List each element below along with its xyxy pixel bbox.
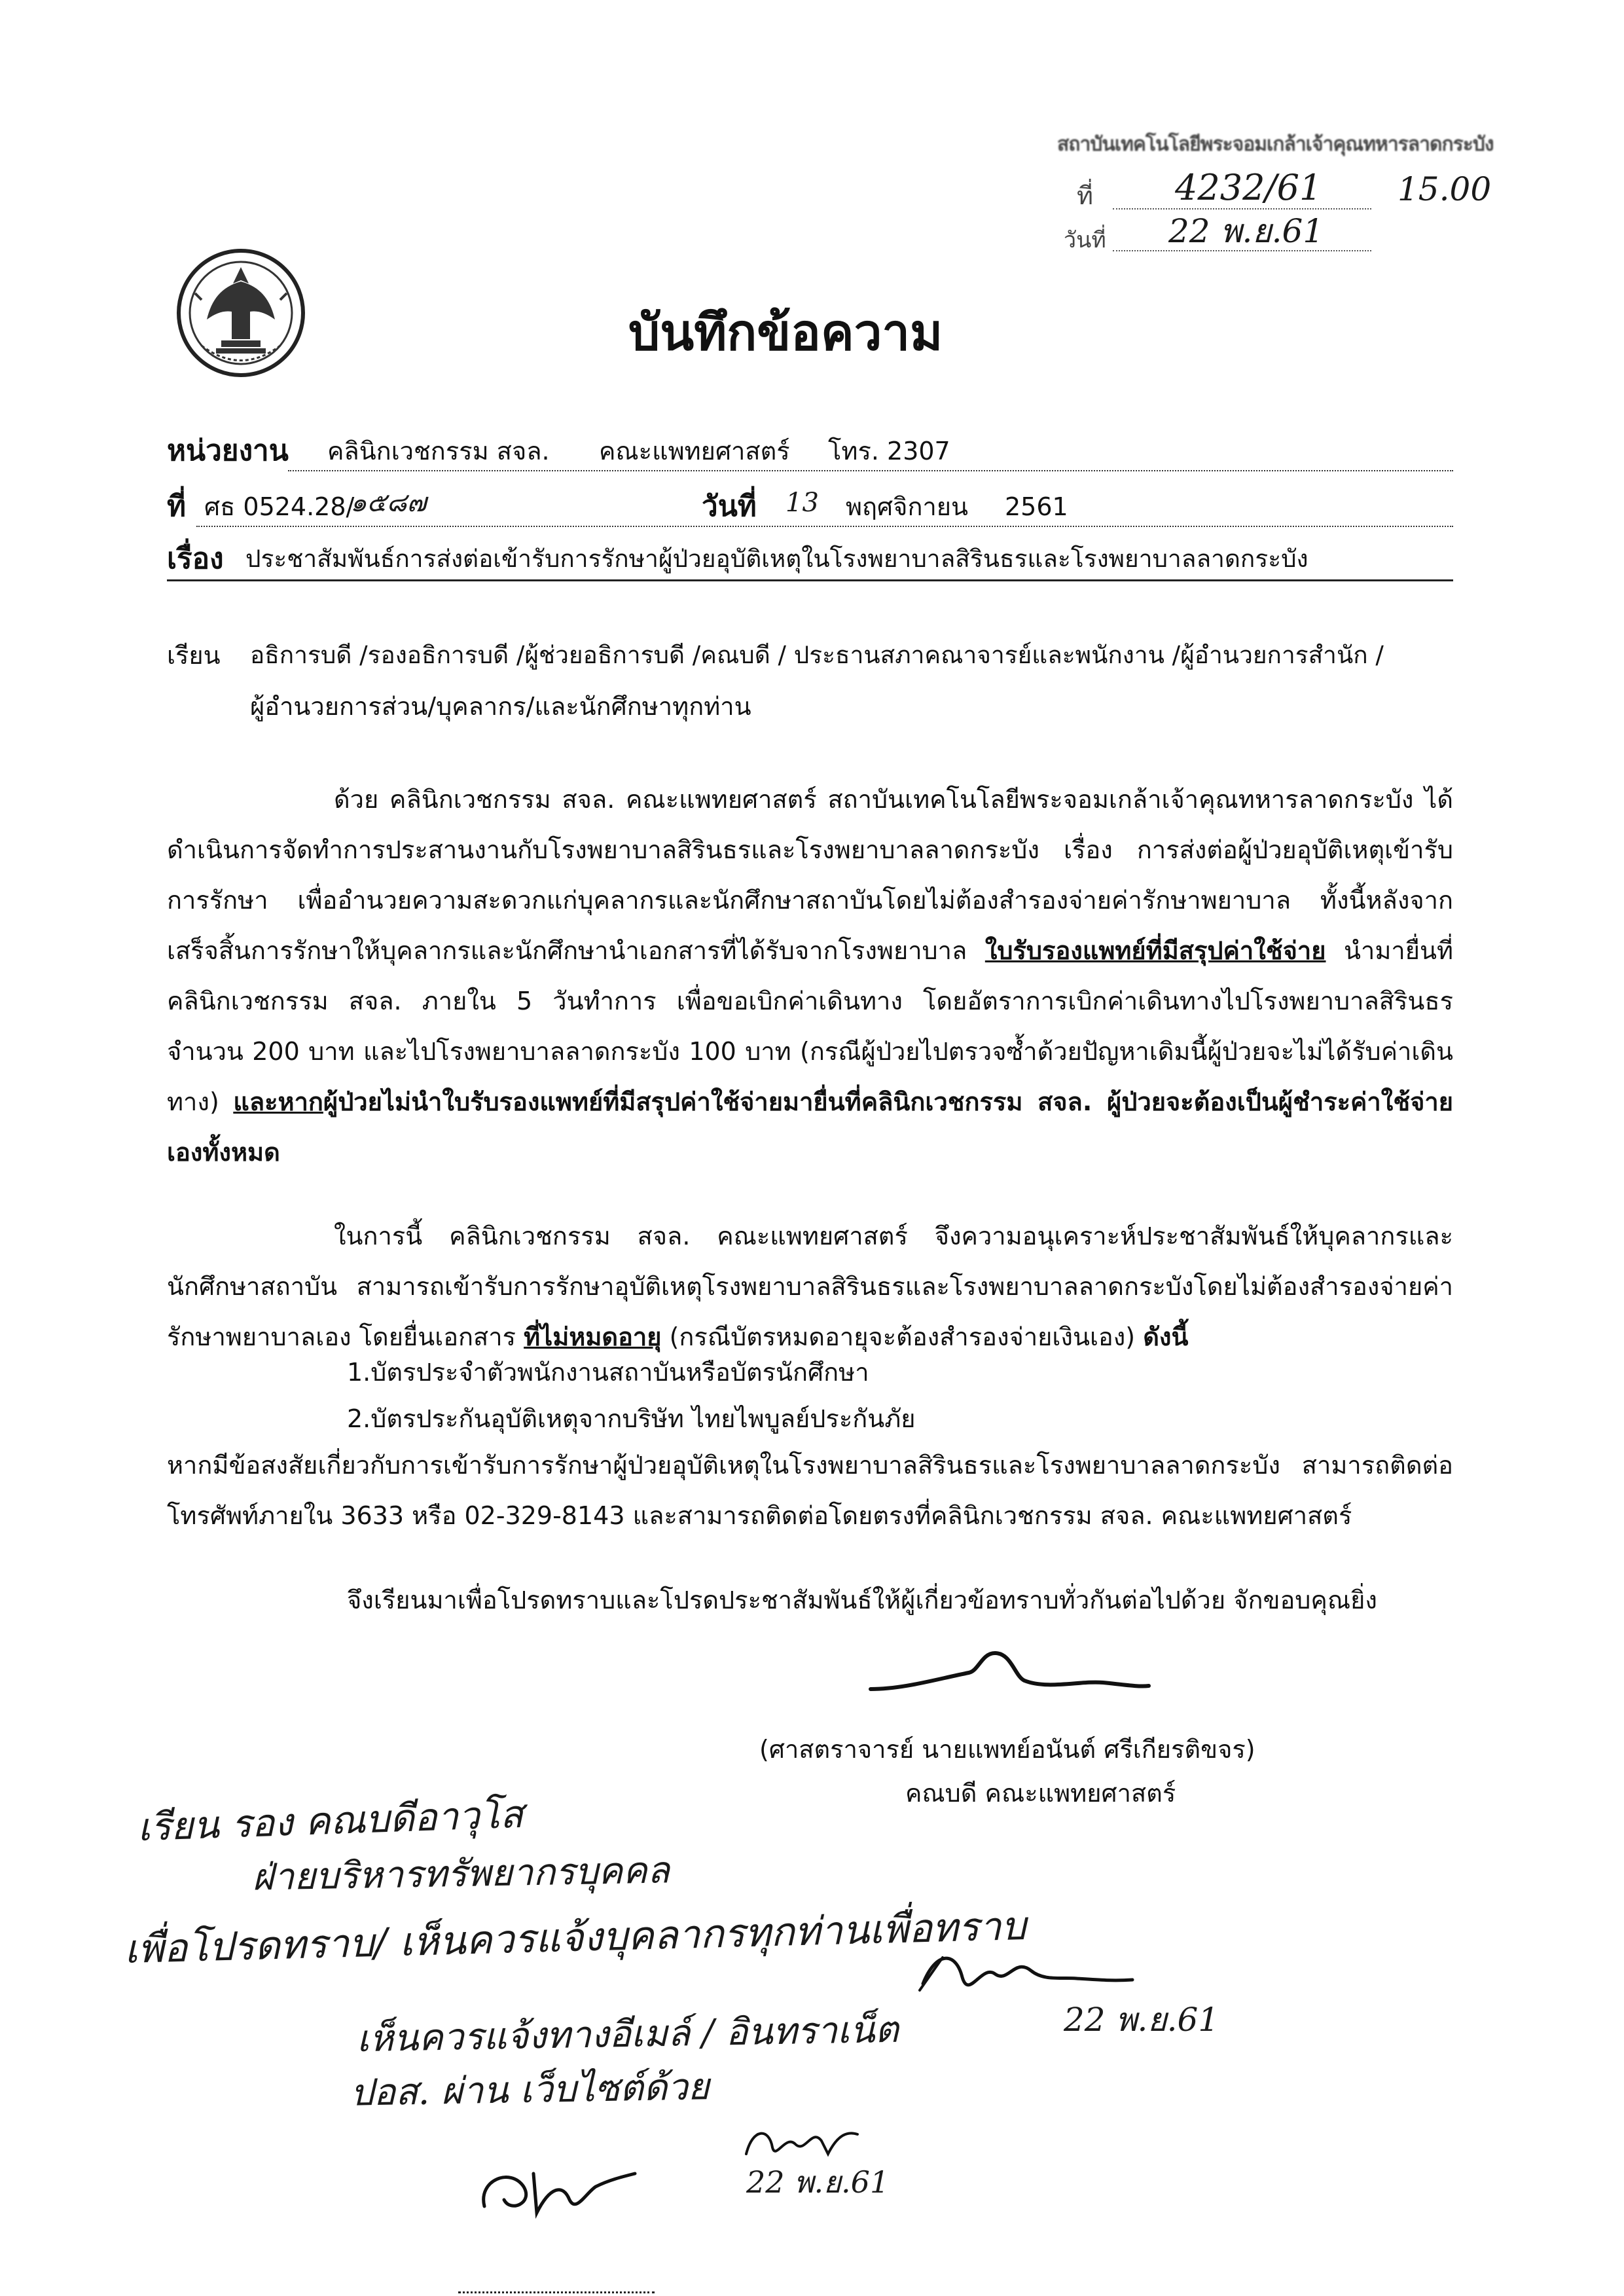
handwritten-line-5: ปอส. ผ่าน เว็บไซต์ด้วย — [350, 2066, 710, 2115]
ref-label: ที่ — [167, 490, 187, 523]
contact-paragraph: หากมีข้อสงสัยเกี่ยวกับการเข้ารับการรักษาผู้ป่วยอุบัติเหตุในโรงพยาบาลสิรินธรและโรงพยาบาลลาดกระบัง สามารถติดต่อ โทรศัพท์ภายใน 3633 หรือ 02-329-8143 และสามารถติดต่อโดยตรงที่คลินิกเวชกรรม สจล. คณะแพทยศาสตร์ — [167, 1451, 1453, 1530]
date-month: พฤศจิกายน — [846, 492, 969, 521]
received-stamp-date-value: 22 พ.ย.61 — [1168, 212, 1324, 250]
to-label: เรียน — [167, 641, 221, 670]
para2-bold-as-follows: ดังนี้ — [1143, 1322, 1189, 1351]
dept-tel: โทร. 2307 — [828, 437, 950, 465]
handwritten-line-4: เห็นควรแจ้งทางอีเมล์ / อินทราเน็ต — [356, 2008, 899, 2061]
handwritten-date-2: 22 พ.ย.61 — [746, 2164, 890, 2200]
received-stamp-date-label: วันที่ — [1064, 227, 1106, 253]
received-stamp-time: 15.00 — [1398, 170, 1492, 208]
signatory-name: (ศาสตราจารย์ นายแพทย์อนันต์ ศรีเกียรติขจร) — [759, 1735, 1255, 1764]
signatory-position: คณบดี คณะแพทยศาสตร์ — [905, 1779, 1176, 1808]
dept-faculty: คณะแพทยศาสตร์ — [599, 437, 790, 465]
cutoff-handwriting — [458, 2278, 655, 2293]
para2-underlined-not-expired: ที่ไม่หมดอายุ — [524, 1322, 662, 1351]
para1-underlined-certificate: ใบรับรองแพทย์ที่มีสรุปค่าใช้จ่าย — [984, 936, 1326, 965]
date-label: วันที่ — [702, 490, 757, 523]
ref-handwritten: ๑๕๘๗ — [350, 488, 427, 518]
paragraph-1 — [167, 774, 1453, 1178]
received-stamp — [1044, 131, 1515, 262]
para2-text-2: (กรณีบัตรหมดอายุจะต้องสำรองจ่ายเงินเอง) — [661, 1322, 1144, 1351]
ref-value: ศธ 0524.28/ — [204, 492, 355, 521]
dept-label: หน่วยงาน — [167, 434, 289, 467]
dept-value: คลินิกเวชกรรม สจล. — [327, 437, 550, 465]
para1-text-2: นำมายื่นที่คลินิกเวชกรรม สจล. ภายใน 5 วันทำการ เพื่อขอเบิกค่าเดินทาง โดยอัตราการเบิกค่าเดินทางไปโรงพยาบาลสิรินธร จำนวน 200 บาท และไปโรงพยาบาลลาดกระบัง 100 บาท (กรณีผู้ป่วยไปตรวจซ้ำด้วยปัญหาเดิมนี้ผู้ป่วยจะไม่ได้รับค่าเดินทาง) — [167, 936, 1453, 1116]
to-line1: อธิการบดี /รองอธิการบดี /ผู้ช่วยอธิการบดี /คณบดี / ประธานสภาคณาจารย์และพนักงาน /ผู้อำนวยการสำนัก / — [250, 641, 1384, 669]
handwritten-signature-2-icon — [471, 2147, 641, 2226]
para2-text-1: ในการนี้ คลินิกเวชกรรม สจล. คณะแพทยศาสตร์ จึงความอนุเคราะห์ประชาสัมพันธ์ให้บุคลากรและนักศึกษาสถาบัน สามารถเข้ารับการรักษาอุบัติเหตุโรงพยาบาลสิรินธรและโรงพยาบาลลาดกระบังโดยไม่ต้องสำรองจ่ายค่ารักษาพยาบาลเอง โดยยื่นเอกสาร — [167, 1222, 1453, 1351]
handwritten-signature-3-icon — [740, 2115, 864, 2167]
handwritten-line-1: เรียน รอง คณบดีอาวุโส — [136, 1791, 524, 1850]
received-stamp-no-label: ที่ — [1077, 181, 1094, 210]
handwritten-line-3: เพื่อโปรดทราบ/ เห็นควรแจ้งบุคลากรทุกท่านเพื่อทราบ — [124, 1903, 1027, 1973]
list-item-1: 1.บัตรประจำตัวพนักงานสถาบันหรือบัตรนักศึกษา — [347, 1358, 869, 1387]
date-day: 13 — [785, 488, 819, 518]
para1-bold-warning: ผู้ป่วยไม่นำใบรับรองแพทย์ที่มีสรุปค่าใช้จ่ายมายื่นที่คลินิกเวชกรรม สจล. ผู้ป่วยจะต้องเป็นผู้ชำระค่าใช้จ่ายเองทั้งหมด — [167, 1087, 1453, 1167]
para1-text-1: ด้วย คลินิกเวชกรรม สจล. คณะแพทยศาสตร์ สถาบันเทคโนโลยีพระจอมเกล้าเจ้าคุณทหารลาดกระบัง ได้ดำเนินการจัดทำการประสานงานกับโรงพยาบาลสิรินธรและโรงพยาบาลลาดกระบัง เรื่อง การส่งต่อผู้ป่วยอุบัติเหตุเข้ารับการรักษา เพื่ออำนวยความสะดวกแก่บุคลากรและนักศึกษาสถาบันโดยไม่ต้องสำรองจ่ายค่ารักษาพยาบาล ทั้งนี้หลังจากเสร็จสิ้นการรักษาให้บุคลากรและนักศึกษานำเอกสารที่ได้รับจากโรงพยาบาล — [167, 785, 1453, 965]
list-item-2: 2.บัตรประกันอุบัติเหตุจากบริษัท ไทยไพบูลย์ประกันภัย — [347, 1404, 916, 1433]
date-year: 2561 — [1005, 492, 1068, 521]
para1-underlined-if: และหาก — [233, 1087, 323, 1116]
memo-title: บันทึกข้อความ — [628, 303, 943, 361]
handwritten-line-2: ฝ่ายบริหารทรัพยากรบุคคล — [251, 1849, 670, 1899]
subject-value: ประชาสัมพันธ์การส่งต่อเข้ารับการรักษาผู้ป่วยอุบัติเหตุในโรงพยาบาลสิรินธรและโรงพยาบาลลาดกระบัง — [245, 545, 1308, 573]
to-line2: ผู้อำนวยการส่วน/บุคลากร/และนักศึกษาทุกท่าน — [250, 692, 751, 721]
handwritten-initials-icon — [916, 1938, 1139, 2010]
paragraph-2 — [167, 1211, 1453, 1362]
signature-icon — [864, 1627, 1152, 1712]
handwritten-date-1: 22 พ.ย.61 — [1064, 2001, 1219, 2039]
received-stamp-no-value: 4232/61 — [1175, 167, 1322, 208]
closing-text: จึงเรียนมาเพื่อโปรดทราบและโปรดประชาสัมพันธ์ให้ผู้เกี่ยวข้อทราบทั่วกันต่อไปด้วย จักขอบคุณยิ่ง — [347, 1586, 1377, 1614]
subject-label: เรื่อง — [167, 542, 224, 575]
garuda-seal-icon — [175, 247, 306, 378]
received-stamp-org: สถาบันเทคโนโลยีพระจอมเกล้าเจ้าคุณทหารลาดกระบัง — [1057, 133, 1494, 156]
